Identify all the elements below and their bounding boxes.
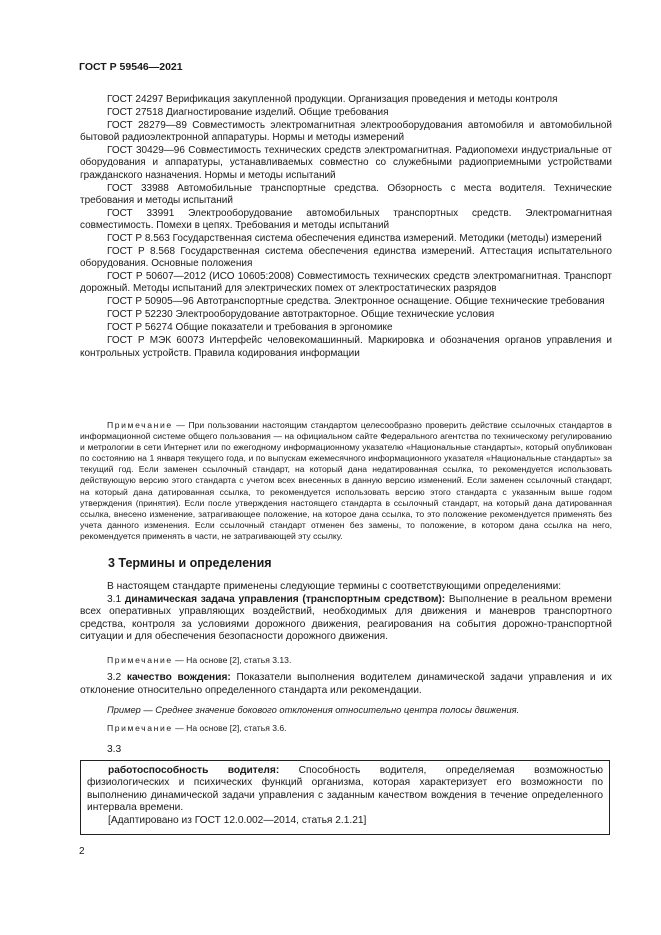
section-title: 3 Термины и определения — [108, 556, 272, 570]
term-definition: Способность водителя, определяемая возможностью физиологических и психических функций организма, которая характеризует его возможности по выполнению динамической задачи управления с заданным качеством вождения в течение определенного интервала времени. — [87, 765, 603, 814]
document-header: ГОСТ Р 59546—2021 — [79, 61, 183, 73]
term-3-2-note — [80, 723, 612, 733]
term-3-3-number: 3.3 — [107, 744, 122, 755]
reference-item: ГОСТ Р 50905—96 Автотранспортные средства. Электронное оснащение. Общие технические требования — [107, 296, 605, 308]
reference-item: ГОСТ Р 8.568 Государственная система обеспечения единства измерений. Аттестация испытательного оборудования. Основные положения — [80, 246, 612, 270]
reference-item: ГОСТ Р МЭК 60073 Интерфейс человекомашинный. Маркировка и обозначения органов управления и контрольных устройств. Правила кодирования информации — [80, 335, 612, 359]
note-label: Примечание — [107, 655, 173, 665]
note-label: Примечание — [107, 723, 173, 733]
page-number: 2 — [79, 846, 85, 857]
terms-intro: В настоящем стандарте применены следующие термины с соответствующими определениями: — [107, 581, 562, 592]
reference-item: ГОСТ 27518 Диагностирование изделий. Общие требования — [107, 107, 389, 118]
term-name: работоспособность водителя: — [108, 765, 280, 776]
term-3-2-example: Пример — Среднее значение бокового отклонения относительно центра полосы движения. — [107, 705, 520, 715]
term-number: 3.1 — [107, 593, 125, 605]
reference-item: ГОСТ Р 56274 Общие показатели и требования в эргономике — [107, 322, 393, 334]
term-3-3-box — [80, 760, 610, 835]
reference-item: ГОСТ 33991 Электрооборудование автомобильных транспортных средств. Электромагнитная совместимость. Помехи в цепях. Требования и методы испытаний — [80, 207, 612, 232]
note-text: — На основе [2], статья 3.6. — [172, 723, 287, 733]
term-name: динамическая задача управления (транспортным средством): — [124, 593, 446, 605]
term-3-2 — [80, 672, 612, 697]
reference-item: ГОСТ Р 52230 Электрооборудование автотракторное. Общие технические условия — [107, 309, 495, 321]
reference-list — [80, 94, 612, 361]
term-name: качество вождения: — [126, 672, 231, 683]
reference-item: ГОСТ 30429—96 Совместимость технических средств электромагнитная. Радиопомехи индустриальные от оборудования и аппаратуры, устанавливаемых совместно со служебными радиоприемными устройствами гражданского назначения. Нормы и методы испытаний — [80, 145, 612, 181]
reference-item: ГОСТ Р 8.563 Государственная система обеспечения единства измерений. Методики (методы) измерений — [107, 233, 602, 245]
term-3-1-note — [80, 655, 612, 666]
reference-item: ГОСТ Р 50607—2012 (ИСО 10605:2008) Совместимость технических средств электромагнитная. Транспорт дорожный. Методы испытаний для электрических помех от электростатических разрядов — [80, 271, 612, 295]
reference-note — [80, 420, 612, 542]
note-text: — На основе [2], статья 3.13. — [172, 655, 292, 665]
term-number: 3.2 — [107, 672, 127, 683]
terms-intro-block — [80, 581, 612, 644]
note-label: Примечание — [107, 420, 173, 430]
term-3-1 — [80, 594, 612, 644]
reference-item: ГОСТ 24297 Верификация закупленной продукции. Организация проведения и методы контроля — [107, 94, 558, 105]
term-definition: Показатели выполнения водителем динамической задачи управления и их отклонение относительно определенного стандарта или рекомендации. — [80, 672, 613, 696]
reference-item: ГОСТ 28279—89 Совместимость электромагнитная электрооборудования автомобиля и автомобильной бытовой радиоэлектронной аппаратуры. Нормы и методы измерений — [80, 120, 612, 144]
term-definition: Выполнение в реальном времени всех оперативных управляющих воздействий, необходимых для движения и маневров транспортного средства, контроля за условиями дорожного движения, реагирования на события дорожно-транспортной ситуации и для обеспечения безопасности дорожного движения. — [80, 593, 612, 643]
reference-item: ГОСТ 33988 Автомобильные транспортные средства. Обзорность с места водителя. Технические требования и методы испытаний — [80, 182, 612, 206]
term-source: [Адаптировано из ГОСТ 12.0.002—2014, статья 2.1.21] — [108, 814, 367, 826]
note-text: — При пользовании настоящим стандартом целесообразно проверить действие ссылочных стандартов в информационной системе общего пользования — на официальном сайте Федерального агентства по техническому регулированию и метрологии в сети Интернет или по ежегодному информационному указателю «Национальные стандарты», который опубликован по состоянию на 1 января текущего года, и по выпускам ежемесячного информационного указателя «Национальные стандарты» за текущий год. Если заменен ссылочный стандарт, на который дана недатированная ссылка, то рекомендуется использовать действующую версию этого стандарта с учетом всех внесенных в данную версию изменений. Если заменен ссылочный стандарт, на который дана датированная ссылка, то рекомендуется использовать версию этого стандарта с указанным выше годом утверждения (принятия). Если после утверждения настоящего стандарта в ссылочный стандарт, на который дана датированная ссылка, внесено изменение, затрагивающее положение, на которое дана ссылка, то это положение рекомендуется применять без учета данного изменения. Если ссылочный стандарт отменен без замены, то положение, в котором дана ссылка на него, рекомендуется применять в части, не затрагивающей эту ссылку. — [80, 420, 612, 541]
